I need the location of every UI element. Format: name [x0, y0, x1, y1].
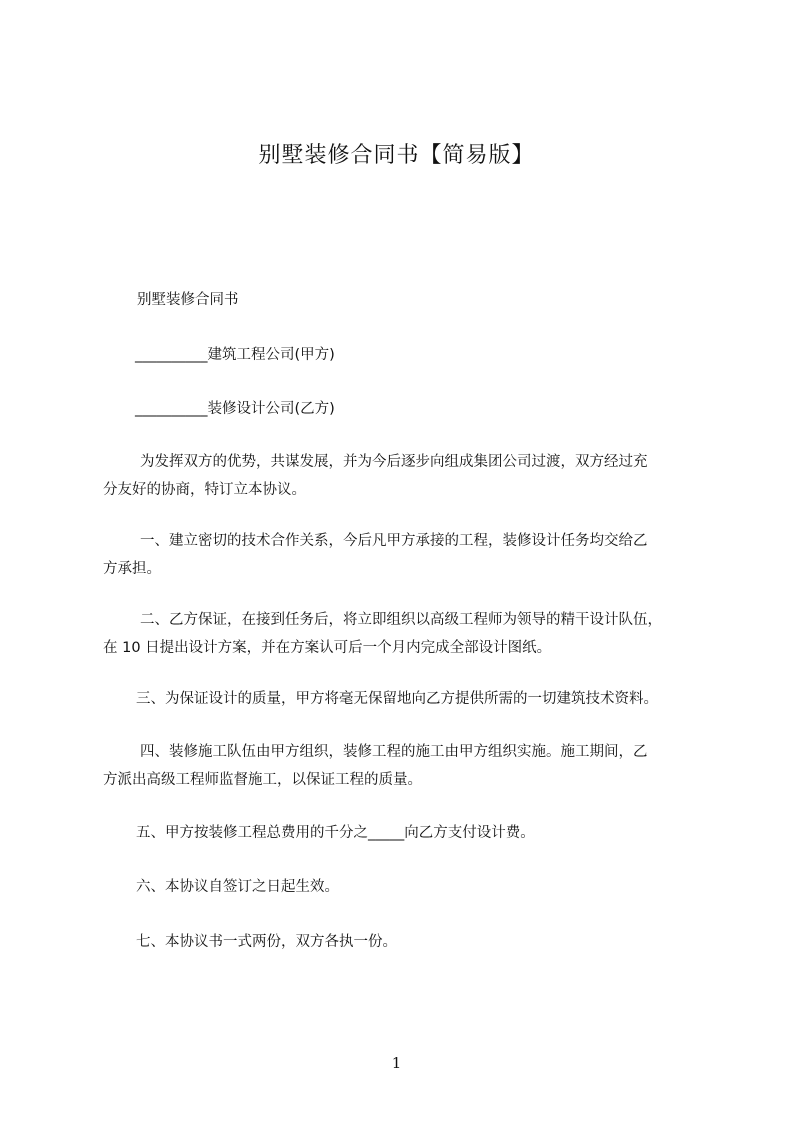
clause-3: [103, 685, 707, 713]
clause-4-line-1: 四、装修施工队伍由甲方组织，装修工程的施工由甲方组织实施。施工期间，乙: [140, 744, 648, 760]
clause-7: [103, 928, 707, 956]
preamble-line-2: 分友好的协商，特订立本协议。: [103, 482, 306, 498]
document-subtitle: [103, 286, 741, 314]
clause-6-line-1: 六、本协议自签订之日起生效。: [136, 879, 339, 895]
clause-4-line-2: 方派出高级工程师监督施工，以保证工程的质量。: [103, 772, 422, 788]
clause-2: [103, 606, 707, 662]
clause-5: [103, 819, 707, 847]
party-b-line: [103, 395, 739, 423]
clause-1: [103, 527, 707, 583]
preamble-paragraph: [103, 448, 707, 504]
clause-5-line-1: 五、甲方按装修工程总费用的千分之_____向乙方支付设计费。: [136, 825, 535, 841]
clause-4: [103, 738, 707, 794]
preamble-line-1: 为发挥双方的优势，共谋发展，并为今后逐步向组成集团公司过渡，双方经过充: [140, 454, 648, 470]
document-title: 别墅装修合同书【简易版】: [258, 143, 535, 168]
clause-2-line-2: 在 10 日提出设计方案，并在方案认可后一个月内完成全部设计图纸。: [103, 640, 552, 656]
subtitle-text: 别墅装修合同书: [137, 292, 239, 308]
clause-1-line-1: 一、建立密切的技术合作关系，今后凡甲方承接的工程，装修设计任务均交给乙: [140, 533, 648, 549]
page-number: 1: [391, 1054, 402, 1072]
clause-7-line-1: 七、本协议书一式两份，双方各执一份。: [136, 934, 397, 950]
party-a-text: __________建筑工程公司(甲方): [135, 347, 335, 363]
clause-6: [103, 873, 707, 901]
clause-3-line-1: 三、为保证设计的质量，甲方将毫无保留地向乙方提供所需的一切建筑技术资料。: [136, 691, 658, 707]
clause-1-line-2: 方承担。: [103, 561, 161, 577]
clause-2-line-1: 二、乙方保证，在接到任务后，将立即组织以高级工程师为领导的精干设计队伍，: [140, 612, 662, 628]
party-a-line: [103, 341, 739, 369]
party-b-text: __________装修设计公司(乙方): [135, 401, 335, 417]
